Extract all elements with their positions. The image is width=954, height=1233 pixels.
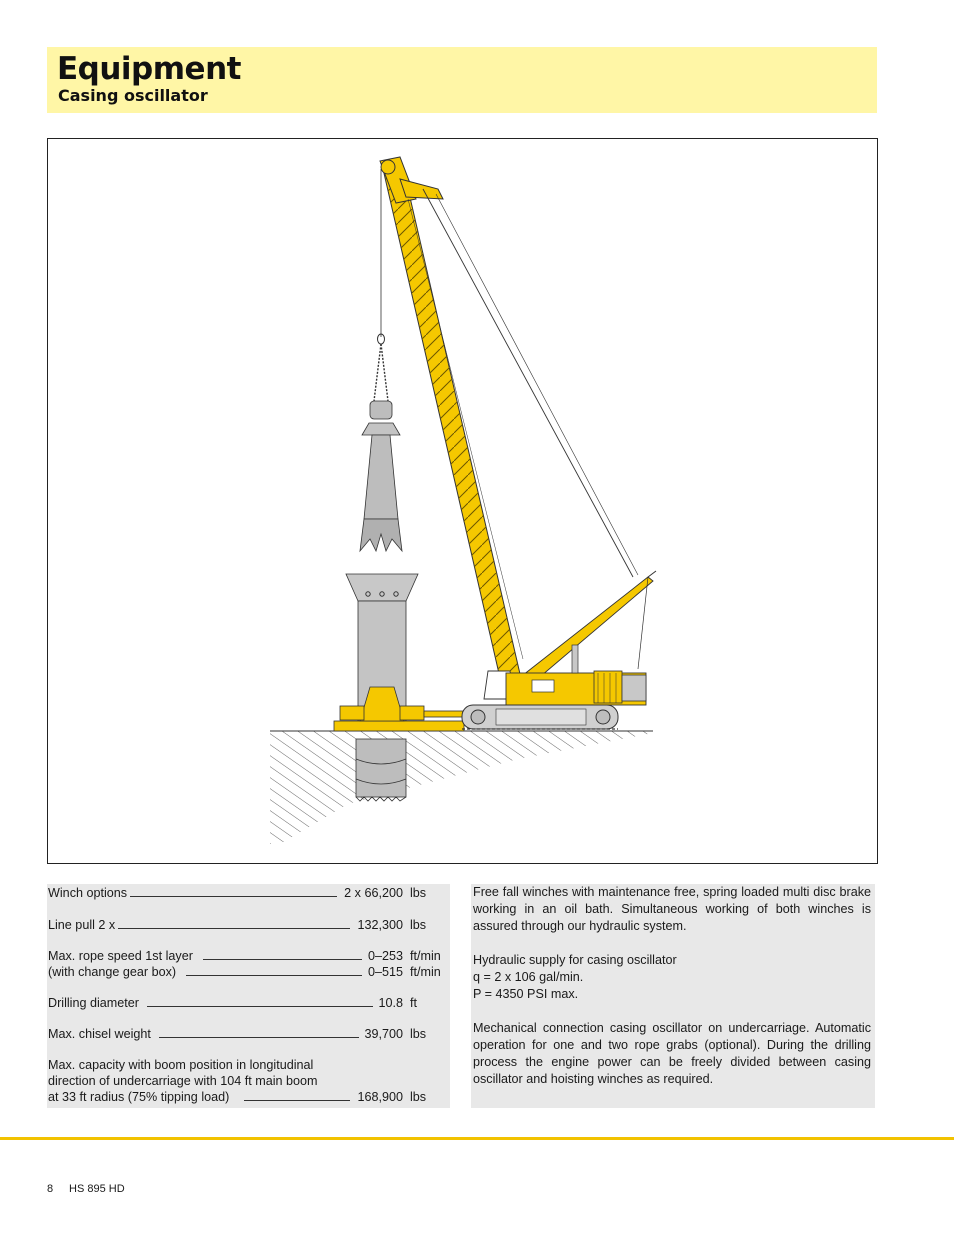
capacity-text-line-2: direction of undercarriage with 104 ft main boom <box>48 1074 318 1088</box>
spec-value: 10.8 <box>378 996 403 1010</box>
spec-unit: ft/min <box>410 949 441 963</box>
spec-unit: ft <box>410 996 417 1010</box>
spec-unit: lbs <box>410 918 427 932</box>
page-subtitle: Casing oscillator <box>58 86 208 105</box>
spec-label: (with change gear box) <box>48 964 179 980</box>
specifications-panel <box>47 884 450 1108</box>
spec-label: Winch options <box>48 885 130 901</box>
dotted-leader <box>244 1100 350 1101</box>
spec-label: Max. chisel weight <box>48 1026 154 1042</box>
spec-value: 0–253 <box>367 949 403 963</box>
dotted-leader <box>128 896 337 897</box>
spec-value: 0–515 <box>367 965 403 979</box>
spec-row-drilling-diameter <box>48 995 448 1011</box>
spec-unit: lbs <box>410 886 427 900</box>
undercarriage-tracks <box>462 705 618 729</box>
spec-row-winch-options <box>48 885 448 901</box>
spec-unit: lbs <box>410 1090 427 1104</box>
hydraulic-supply-line-1: Hydraulic supply for casing oscillator <box>473 953 677 967</box>
spec-row-chisel-weight <box>48 1026 448 1042</box>
dotted-leader <box>118 928 350 929</box>
spec-unit: ft/min <box>410 965 441 979</box>
ground-hatching <box>270 731 653 844</box>
header-band <box>47 47 877 113</box>
crane-illustration <box>48 139 877 863</box>
capacity-text-line-1: Max. capacity with boom position in longitudinal <box>48 1058 314 1072</box>
casing-tube-below-ground <box>356 739 406 801</box>
crane-illustration-frame <box>47 138 878 864</box>
crane-mast <box>518 571 656 687</box>
spec-value: 39,700 <box>364 1027 403 1041</box>
spec-label: at 33 ft radius (75% tipping load) <box>48 1089 232 1105</box>
model-name: HS 895 HD <box>69 1183 125 1195</box>
spec-row-line-pull <box>48 917 448 933</box>
hydraulic-supply-line-3: P = 4350 PSI max. <box>473 987 579 1001</box>
spec-value: 132,300 <box>357 918 403 932</box>
dotted-leader <box>203 959 362 960</box>
footer-rule <box>0 1137 954 1140</box>
spec-value: 2 x 66,200 <box>344 886 403 900</box>
description-paragraph-connection: Mechanical connection casing oscillator on undercarriage. Automatic operation for one and two rope grabs (optional). During the drilling process the engine power can be freely divided between casing oscillator and hoisting winches as required. <box>473 1021 871 1086</box>
spec-row-rope-speed-gearbox <box>48 964 448 980</box>
spec-label: Drilling diameter <box>48 995 142 1011</box>
page-number: 8 <box>47 1183 54 1195</box>
spec-value: 168,900 <box>357 1090 403 1104</box>
spec-label: Max. rope speed 1st layer <box>48 948 196 964</box>
dotted-leader <box>186 975 362 976</box>
spec-unit: lbs <box>410 1027 427 1041</box>
dotted-leader <box>147 1006 373 1007</box>
description-paragraph-winches: Free fall winches with maintenance free, spring loaded multi disc brake working in an oil bath. Simultaneous working of both winches is assured through our hydraulic system. <box>473 885 871 933</box>
spec-row-rope-speed <box>48 948 448 964</box>
page-title: Equipment <box>57 51 241 87</box>
spec-row-max-capacity <box>48 1089 448 1105</box>
description-panel <box>471 884 875 1108</box>
hydraulic-supply-line-2: q = 2 x 106 gal/min. <box>473 970 584 984</box>
dotted-leader <box>159 1037 359 1038</box>
spec-label: Line pull 2 x <box>48 917 118 933</box>
